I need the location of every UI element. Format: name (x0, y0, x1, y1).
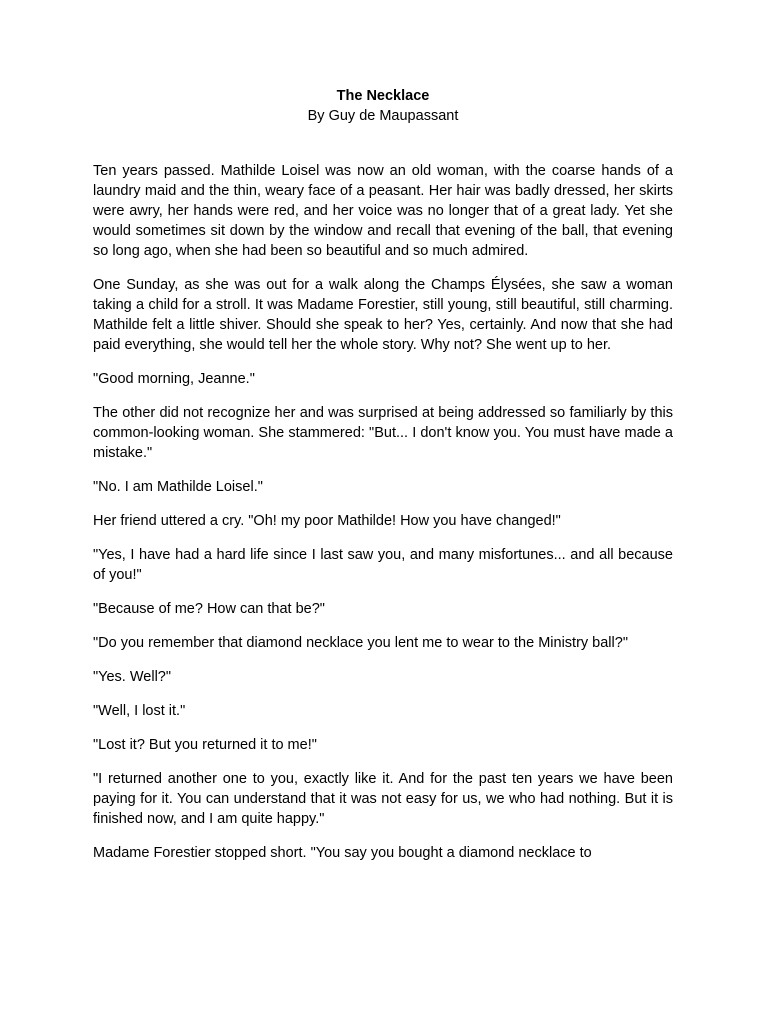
paragraph: The other did not recognize her and was surprised at being addressed so familiarly by this common-looking woman. She stammered: "But... I don't know you. You must have made a mistake." (93, 405, 673, 461)
paragraph: "Good morning, Jeanne." (93, 371, 255, 387)
paragraph: "Lost it? But you returned it to me!" (93, 737, 317, 753)
paragraph: Her friend uttered a cry. "Oh! my poor Mathilde! How you have changed!" (93, 513, 561, 529)
paragraph: Ten years passed. Mathilde Loisel was now an old woman, with the coarse hands of a laundry maid and the thin, weary face of a peasant. Her hair was badly dressed, her skirts were awry, her hands were red, and her voice was no longer that of a great lady. Yet she would sometimes sit down by the window and recall that evening of the ball, that evening so long ago, when she had been so beautiful and so much admired. (93, 163, 673, 259)
paragraph: "I returned another one to you, exactly like it. And for the past ten years we have been paying for it. You can understand that it was not easy for us, we who had nothing. But it is finished now, and I am quite happy." (93, 771, 673, 827)
document-header (93, 86, 673, 126)
paragraph: One Sunday, as she was out for a walk along the Champs Élysées, she saw a woman taking a child for a stroll. It was Madame Forestier, still young, still beautiful, still charming. Mathilde felt a little shiver. Should she speak to her? Yes, certainly. And now that she had paid everything, she would tell her the whole story. Why not? She went up to her. (93, 277, 673, 353)
paragraph: "Yes, I have had a hard life since I last saw you, and many misfortunes... and all because of you!" (93, 547, 673, 583)
paragraph: "Do you remember that diamond necklace you lent me to wear to the Ministry ball?" (93, 635, 628, 651)
paragraph: "No. I am Mathilde Loisel." (93, 479, 263, 495)
paragraph: Madame Forestier stopped short. "You say you bought a diamond necklace to (93, 845, 592, 861)
paragraph: "Because of me? How can that be?" (93, 601, 325, 617)
document-title: The Necklace (336, 88, 430, 104)
paragraph: "Well, I lost it." (93, 703, 186, 719)
document-body (93, 161, 673, 877)
paragraph: "Yes. Well?" (93, 669, 172, 685)
document-author: By Guy de Maupassant (307, 108, 459, 124)
